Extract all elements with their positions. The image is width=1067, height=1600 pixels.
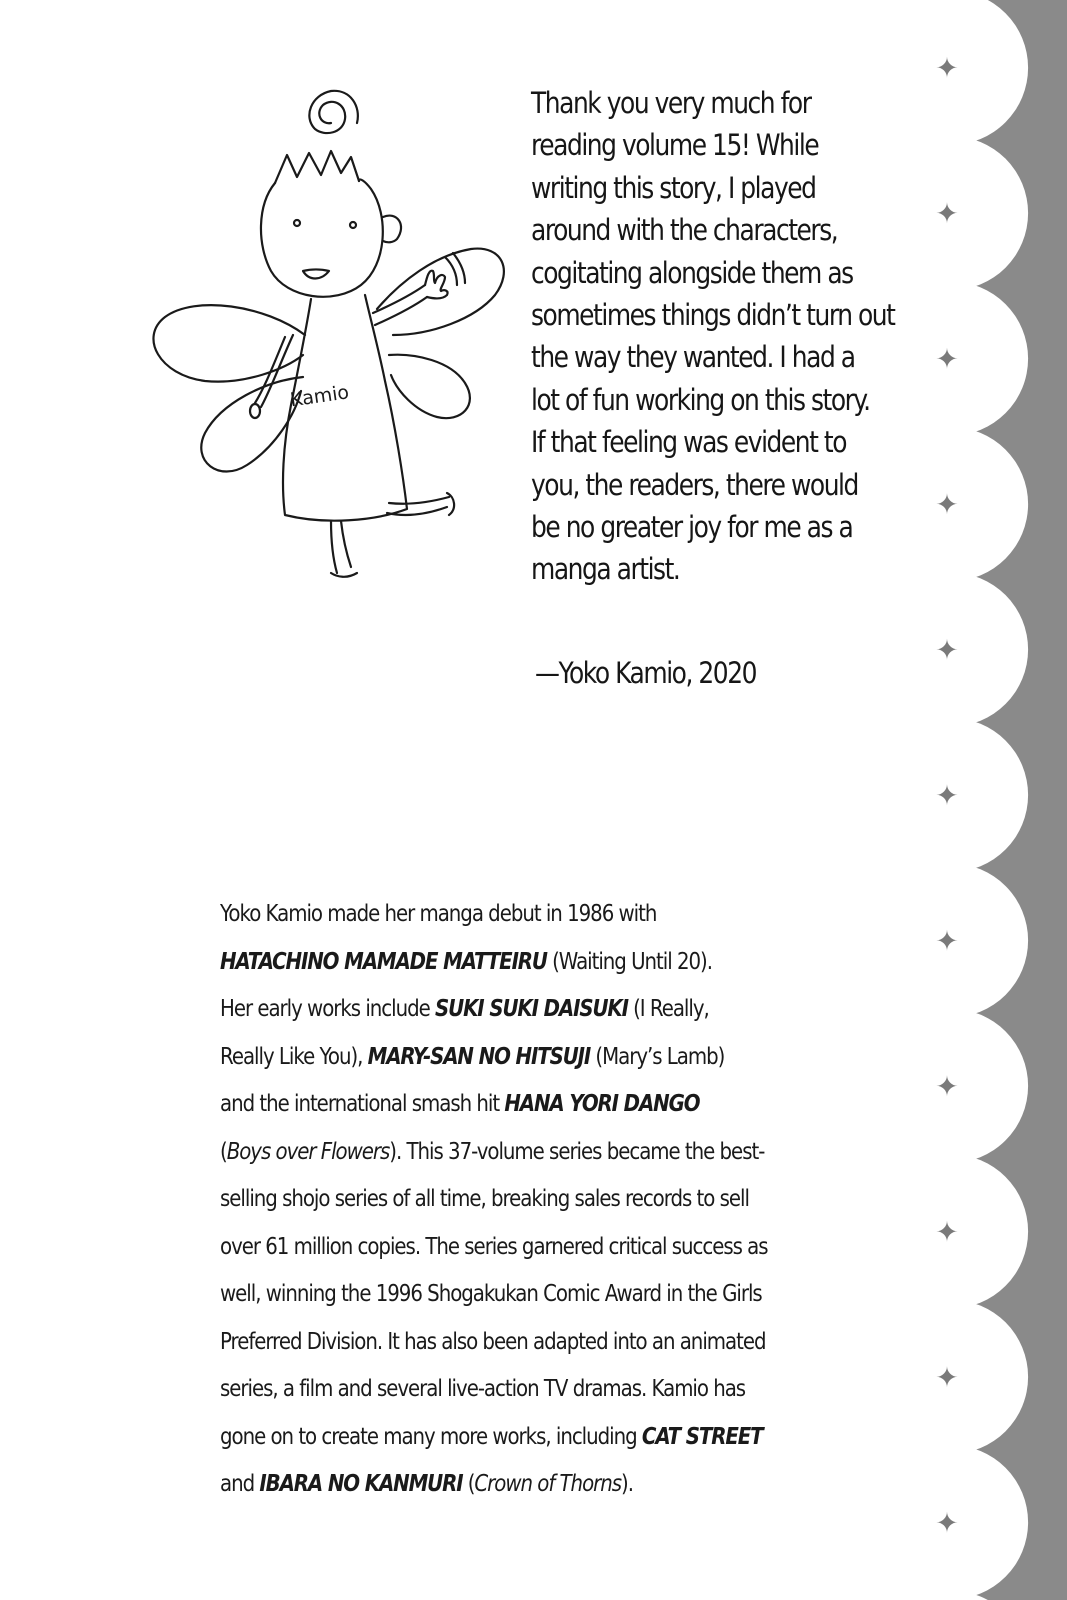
bio-text: ). This 37-volume series became the best- xyxy=(389,1138,765,1165)
bio-text: (I Really, xyxy=(627,996,709,1022)
star-icon: ✦ xyxy=(935,488,959,522)
bio-text: ). xyxy=(621,1471,633,1497)
bio-line xyxy=(220,1176,753,1224)
star-icon: ✦ xyxy=(935,924,959,958)
author-note-line: cogitating alongside them as xyxy=(531,255,853,290)
bio-text: series, a film and several live-action TV dramas. Kamio has xyxy=(220,1376,746,1402)
author-note-line: If that feeling was evident to xyxy=(531,425,847,460)
bio-line xyxy=(220,939,753,987)
hair-curl xyxy=(309,91,358,133)
bio-line xyxy=(220,1319,766,1367)
author-note-line: around with the characters, xyxy=(531,213,838,248)
work-translation: Boys over Flowers xyxy=(226,1138,390,1165)
bio-line xyxy=(220,986,753,1034)
lower-right-wing xyxy=(389,355,470,418)
work-title: MARY-SAN NO HITSUJI xyxy=(367,1043,591,1070)
author-note-line: the way they wanted. I had a xyxy=(531,340,855,375)
bio-text: (Waiting Until 20). xyxy=(546,948,713,975)
author-note-line: sometimes things didn’t turn out xyxy=(531,298,895,333)
left-arm xyxy=(261,335,293,407)
author-note-line: be no greater joy for me as a xyxy=(531,510,853,545)
bio-text: ( xyxy=(462,1471,475,1497)
star-icon: ✦ xyxy=(935,1506,959,1540)
bio-text: selling shojo series of all time, breaking sales records to sell xyxy=(220,1186,749,1212)
bio-text: (Mary’s Lamb) xyxy=(590,1043,725,1070)
bio-line xyxy=(220,1034,753,1082)
bio-line xyxy=(220,1129,765,1177)
right-leg xyxy=(387,507,447,515)
author-signature: —Yoko Kamio, 2020 xyxy=(535,656,757,690)
bio-text: Her early works include xyxy=(220,996,436,1022)
star-icon: ✦ xyxy=(935,1069,959,1103)
left-arm-inner xyxy=(255,337,285,403)
bio-line xyxy=(220,1414,763,1462)
author-biography xyxy=(220,891,768,1509)
right-arm xyxy=(373,285,425,313)
author-note xyxy=(531,82,895,591)
wing-stroke-1 xyxy=(445,257,457,285)
author-note-line: lot of fun working on this story. xyxy=(531,382,870,417)
work-title: HATACHINO MAMADE MATTEIRU xyxy=(220,948,547,975)
bio-line xyxy=(220,1081,753,1129)
wing-stroke-2 xyxy=(453,253,465,283)
star-icon: ✦ xyxy=(935,1360,959,1394)
bio-text: well, winning the 1996 Shogakukan Comic Award in the Girls xyxy=(220,1281,762,1307)
right-eye xyxy=(350,222,356,228)
ear xyxy=(383,216,401,243)
right-leg-inner xyxy=(389,497,449,504)
bio-text: Really Like You), xyxy=(220,1043,368,1070)
star-icon: ✦ xyxy=(935,197,959,231)
left-leg xyxy=(331,521,337,573)
bio-text: Preferred Division. It has also been adapted into an animated xyxy=(220,1328,766,1355)
bio-text: over 61 million copies. The series garnered critical success as xyxy=(220,1233,768,1260)
author-note-line: reading volume 15! While xyxy=(531,128,819,163)
work-title: CAT STREET xyxy=(641,1423,763,1450)
author-note-line: you, the readers, there would xyxy=(531,467,858,502)
mouth xyxy=(303,270,329,279)
shirt-text: Kamio xyxy=(288,381,351,412)
bio-text: and xyxy=(220,1471,260,1497)
star-icon: ✦ xyxy=(935,1215,959,1249)
head xyxy=(261,179,383,296)
left-leg-inner xyxy=(341,521,351,567)
fairy-illustration xyxy=(135,85,515,605)
left-foot xyxy=(331,573,357,577)
work-title: HANA YORI DANGO xyxy=(504,1091,700,1117)
author-note-line: manga artist. xyxy=(531,552,680,587)
work-title: IBARA NO KANMURI xyxy=(259,1471,463,1497)
hair-fringe xyxy=(275,151,359,183)
star-icon: ✦ xyxy=(935,633,959,667)
bio-line xyxy=(220,1461,753,1509)
author-note-line: writing this story, I played xyxy=(531,170,816,205)
bio-text: Yoko Kamio made her manga debut in 1986 with xyxy=(220,901,657,927)
star-icon: ✦ xyxy=(935,51,959,85)
scalloped-border xyxy=(897,0,1067,1600)
left-hand xyxy=(250,404,260,418)
scallop-group xyxy=(897,0,1028,1600)
work-title: SUKI SUKI DAISUKI xyxy=(435,996,628,1022)
left-eye xyxy=(294,220,300,226)
author-note-line: Thank you very much for xyxy=(531,86,811,120)
star-icon: ✦ xyxy=(935,779,959,812)
star-icon: ✦ xyxy=(935,342,959,376)
bio-text: gone on to create many more works, including xyxy=(220,1423,642,1450)
waving-hand xyxy=(425,271,448,299)
bio-text: and the international smash hit xyxy=(220,1091,505,1117)
bio-line xyxy=(220,1271,762,1319)
bio-line xyxy=(220,1224,768,1272)
bio-text: ( xyxy=(220,1138,227,1165)
work-translation: Crown of Thorns xyxy=(474,1471,622,1497)
bio-line xyxy=(220,1366,753,1414)
bio-line xyxy=(220,891,753,939)
